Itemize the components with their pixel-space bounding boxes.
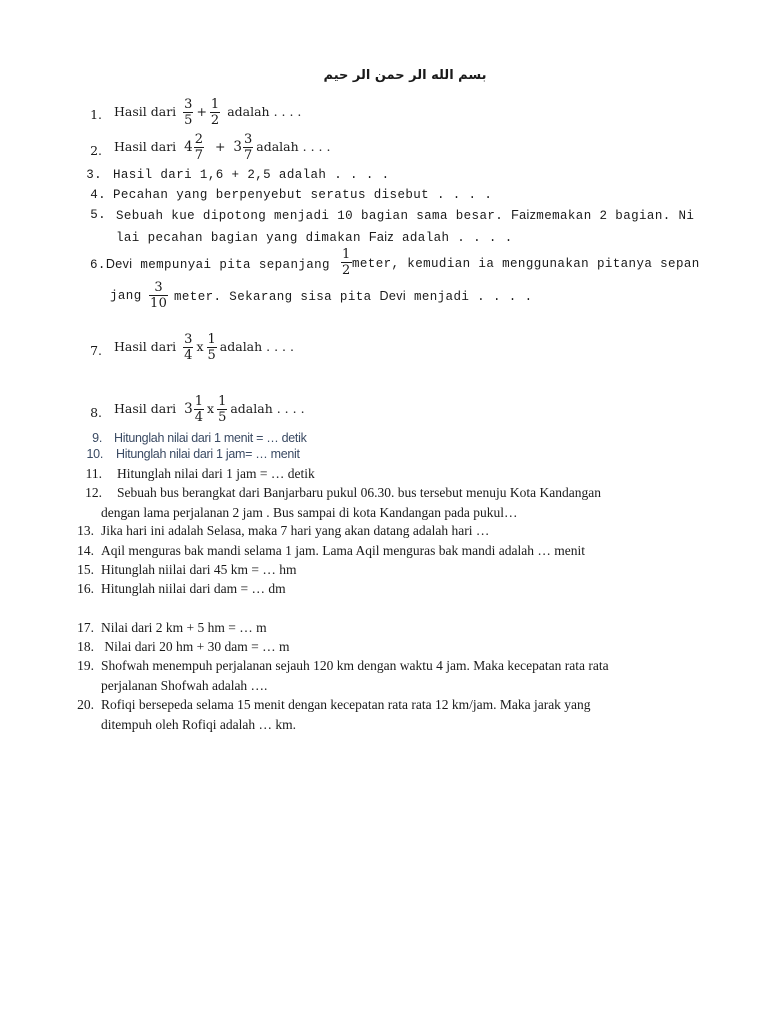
question-text: adalah . . . .: [219, 339, 294, 354]
operator: +: [214, 139, 226, 154]
question-number: 12.: [85, 485, 102, 500]
question-text: Hitunglah niilai dari dam = … dm: [101, 581, 286, 596]
question-text: Sebuah kue dipotong menjadi 10 bagian sama besar.: [116, 209, 504, 223]
whole-number: 3: [184, 401, 193, 417]
question-number: 17.: [77, 620, 94, 635]
student-name: Faiz: [368, 230, 395, 244]
question-text: Hasil dari: [114, 339, 177, 354]
fraction: $\frac{1}{5}$: [207, 332, 216, 363]
question-text: Nilai dari 2 km + 5 hm = … m: [101, 620, 267, 635]
question-number: 18.: [77, 639, 94, 654]
question-text: Pecahan yang berpenyebut seratus disebut . . . .: [113, 188, 493, 202]
fraction: $\frac{1}{4}$: [194, 394, 203, 425]
question-text: ditempuh oleh Rofiqi adalah … km.: [101, 717, 296, 732]
question-text: meter. Sekarang sisa pita: [174, 290, 372, 304]
question-text: Hitunglah nilai dari 1 jam = … detik: [117, 466, 315, 481]
question-number: 15.: [77, 562, 94, 577]
question-text: menjadi . . . .: [413, 290, 533, 304]
question-number: 8.: [90, 405, 102, 420]
question-text: Hitunglah nilai dari 1 menit = … detik: [114, 431, 307, 445]
question-number: 11.: [85, 466, 102, 481]
question-text: lai pecahan bagian yang dimakan: [116, 231, 361, 245]
question-number: 1.: [90, 107, 102, 122]
question-text: perjalanan Shofwah adalah ….: [101, 678, 268, 693]
question-text: Jika hari ini adalah Selasa, maka 7 hari yang akan datang adalah hari …: [101, 523, 490, 538]
question-text: Hasil dari: [114, 401, 177, 416]
student-name: Devi: [105, 257, 133, 271]
question-text: Sebuah bus berangkat dari Banjarbaru pukul 06.30. bus tersebut menuju Kota Kandangan: [117, 485, 602, 500]
question-text: mempunyai pita sepanjang: [140, 258, 330, 272]
question-text: meter, kemudian ia menggunakan pitanya sepan: [352, 257, 700, 271]
question-number: 13.: [77, 523, 94, 538]
question-text: adalah . . . .: [230, 401, 305, 416]
question-number: 2.: [90, 143, 102, 158]
student-name: Devi: [379, 289, 407, 303]
question-text: Rofiqi bersepeda selama 15 menit dengan kecepatan rata rata 12 km/jam. Maka jarak yang: [101, 697, 591, 712]
fraction: $\frac{3}{10}$: [150, 280, 168, 311]
fraction: $\frac{1}{5}$: [218, 394, 227, 425]
question-text: Nilai dari 20 hm + 30 dam = … m: [101, 639, 290, 654]
fraction: $\frac{3}{4}$: [184, 332, 193, 363]
question-number: 5.: [90, 208, 106, 222]
question-number: 19.: [77, 658, 94, 673]
bismillah-heading: بسم الله الر حمن الر حيم: [323, 68, 487, 83]
operator: x: [196, 339, 204, 354]
question-text: jang: [110, 289, 142, 303]
fraction: $\frac{1}{2}$: [210, 97, 220, 128]
operator: +: [196, 104, 207, 119]
question-number: 10.: [86, 447, 103, 461]
student-name: Faiz: [511, 208, 537, 222]
question-number: 4.: [90, 188, 106, 202]
question-text: Hasil dari: [114, 104, 177, 119]
question-text: memakan 2 bagian. Ni: [536, 209, 695, 223]
question-text: Hasil dari 1,6 + 2,5 adalah . . . .: [113, 168, 390, 182]
question-number: 16.: [77, 581, 94, 596]
question-text: Aqil menguras bak mandi selama 1 jam. Lama Aqil menguras bak mandi adalah … menit: [101, 543, 585, 558]
question-number: 7.: [90, 343, 102, 358]
question-text: Shofwah menempuh perjalanan sejauh 120 km dengan waktu 4 jam. Maka kecepatan rata rata: [101, 658, 609, 673]
question-text: adalah . . . .: [401, 231, 513, 245]
question-text: adalah . . . .: [256, 139, 331, 154]
question-number: 9.: [92, 431, 102, 445]
fraction: $\frac{3}{5}$: [184, 97, 193, 128]
question-text: Hitunglah niilai dari 45 km = … hm: [101, 562, 297, 577]
question-text: Hitunglah nilai dari 1 jam= … menit: [116, 447, 300, 461]
fraction: $\frac{2}{7}$: [194, 132, 203, 163]
whole-number: 4: [184, 139, 193, 155]
fraction: $\frac{1}{2}$: [342, 247, 351, 278]
whole-number: 3: [233, 139, 242, 155]
question-text: adalah . . . .: [227, 104, 302, 119]
fraction: $\frac{3}{7}$: [243, 132, 253, 163]
question-number: 20.: [77, 697, 94, 712]
operator: x: [207, 401, 215, 416]
question-text: Hasil dari: [114, 139, 177, 154]
question-number: 3.: [86, 168, 102, 182]
question-number: 6.: [90, 258, 106, 272]
question-number: 14.: [77, 543, 94, 558]
question-text: dengan lama perjalanan 2 jam . Bus sampai di kota Kandangan pada pukul…: [101, 505, 518, 520]
